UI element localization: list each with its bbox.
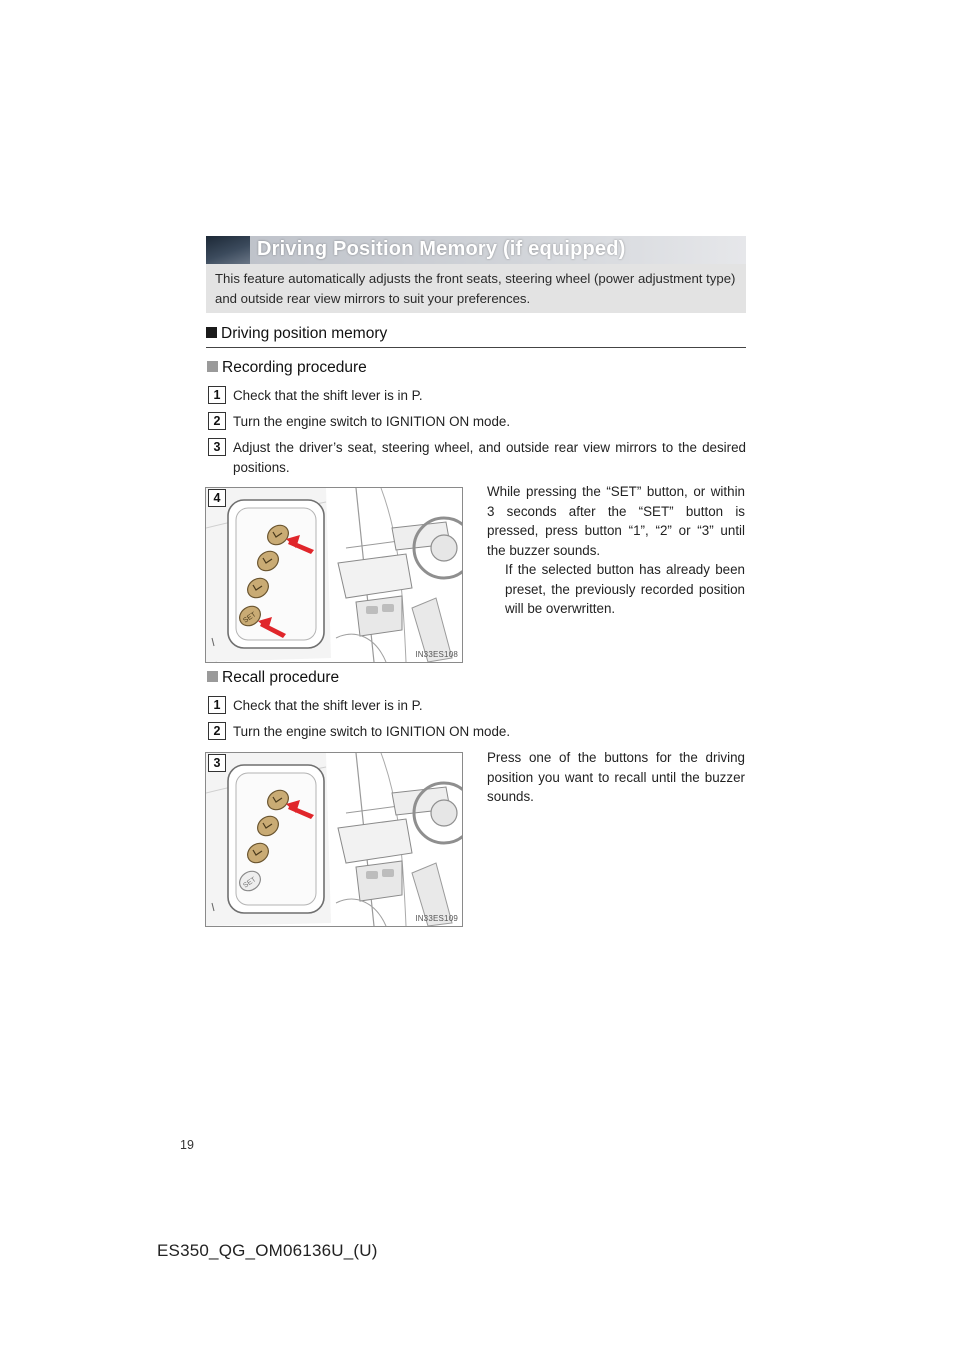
intro-box (206, 264, 746, 313)
square-bullet-icon (207, 671, 218, 682)
section-heading (206, 325, 746, 348)
subheading-recall (207, 669, 339, 687)
step-number: 3 (208, 438, 226, 456)
svg-text:SET: SET (242, 876, 258, 890)
figure-code: IN33ES108 (415, 650, 458, 659)
banner-thumbnail (206, 236, 250, 264)
svg-text:SET: SET (242, 611, 258, 625)
subheading-recording (207, 359, 367, 377)
page-number: 19 (180, 1138, 194, 1152)
step-number: 2 (208, 412, 226, 430)
figure-code: IN33ES109 (415, 914, 458, 923)
step-text: Adjust the driver’s seat, steering wheel, and outside rear view mirrors to the desired positions. (233, 440, 746, 475)
step-number: 4 (208, 489, 226, 507)
step-number: 2 (208, 722, 226, 740)
square-bullet-icon (206, 327, 217, 338)
step-note: If the selected button has already been preset, the previously recorded position will be overwritten. (505, 562, 745, 616)
step-text-block (487, 482, 745, 619)
subheading-recall-text: Recall procedure (222, 669, 340, 686)
subheading-recording-text: Recording procedure (222, 359, 367, 376)
step-text: Turn the engine switch to IGNITION ON mode. (233, 724, 511, 739)
footer-document-code: ES350_QG_OM06136U_(U) (157, 1241, 378, 1260)
step-text: Press one of the buttons for the driving position you want to recall until the buzzer sounds. (487, 750, 745, 804)
illustration-memory-buttons-recall (205, 752, 463, 927)
square-bullet-icon (207, 361, 218, 372)
section-banner (206, 236, 746, 264)
page-title: Driving Position Memory (if equipped) (257, 238, 626, 260)
section-heading-text: Driving position memory (221, 325, 388, 342)
step-text: Turn the engine switch to IGNITION ON mode. (233, 414, 511, 429)
step-text: Check that the shift lever is in P. (233, 698, 423, 713)
illustration-memory-buttons-set (205, 487, 463, 663)
step-text: Check that the shift lever is in P. (233, 388, 423, 403)
intro-text: This feature automatically adjusts the front seats, steering wheel (power adjustment type) and outside rear view mirrors to suit your preferences. (215, 271, 736, 306)
step-number: 1 (208, 386, 226, 404)
step-number: 3 (208, 754, 226, 772)
step-number: 1 (208, 696, 226, 714)
step-text: While pressing the “SET” button, or within 3 seconds after the “SET” button is pressed, press button “1”, “2” or “3” until the buzzer sounds. (487, 484, 745, 558)
